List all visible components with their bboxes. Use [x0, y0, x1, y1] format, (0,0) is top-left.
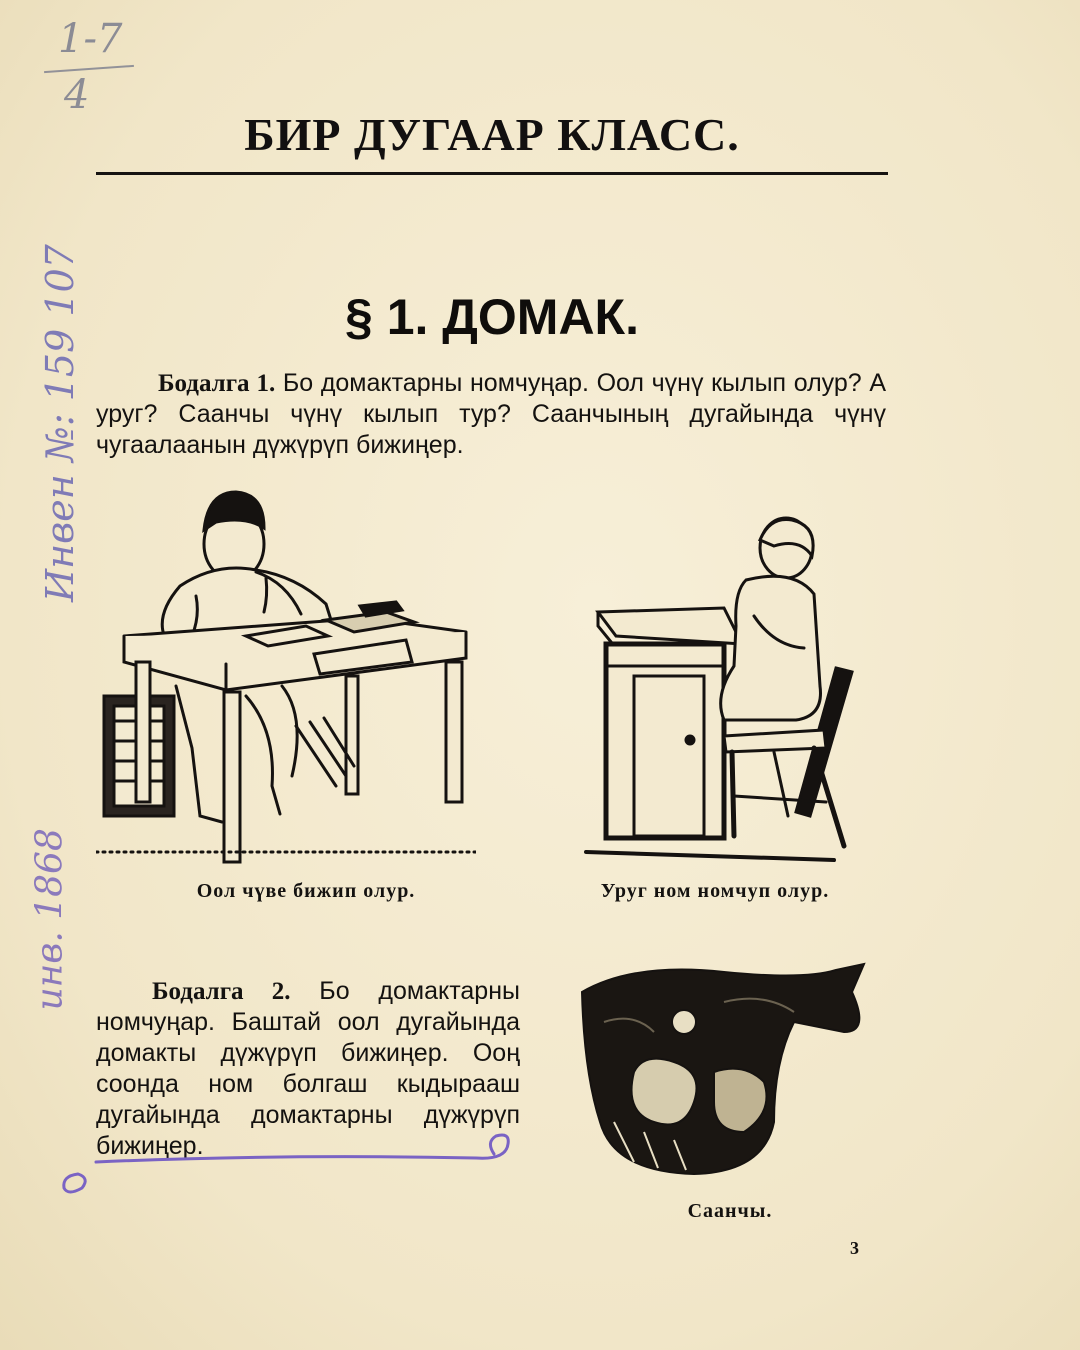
page-header: БИР ДУГААР КЛАСС. — [244, 109, 740, 160]
boy-writing-illustration — [96, 486, 476, 870]
purple-ink-underline — [56, 1130, 526, 1200]
exercise-1-text: Бо домактарны номчуңар. Оол чүнү кылып олур? А уруг? Саанчы чүнү кылып тур? Саанчының дугайында чүнү чугаалаанын дүжүрүп бижиңер. — [96, 369, 886, 459]
exercise-1-paragraph — [96, 368, 886, 461]
handwritten-inventory-number: Инвен №: 159 107 — [38, 244, 82, 602]
cow-illustration — [574, 962, 870, 1182]
section-title: § 1. ДОМАК. — [345, 289, 639, 345]
exercise-2-text: Бо домактарны номчуңар. Баштай оол дугайында домакты дүжүрүп бижиңер. Ооң соонда ном болгаш кыдырааш дугайында домактарны дүжүрүп бижиңер. — [96, 977, 520, 1160]
handwritten-lower-margin-note: инв. 1868 — [29, 828, 71, 1011]
exercise-2-lead: Бодалга 2. — [152, 978, 291, 1005]
caption-boy: Оол чүве бижип олур. — [196, 880, 416, 902]
header-rule — [96, 172, 888, 175]
girl-reading-illustration — [574, 516, 874, 866]
handwritten-fraction-bottom: 4 — [64, 72, 90, 118]
handwritten-fraction-top: 1-7 — [58, 16, 123, 62]
caption-cow: Саанчы. — [687, 1200, 773, 1222]
page-number: 3 — [850, 1238, 859, 1258]
caption-girl: Уруг ном номчуп олур. — [600, 880, 830, 902]
exercise-1-lead: Бодалга 1. — [158, 370, 276, 397]
